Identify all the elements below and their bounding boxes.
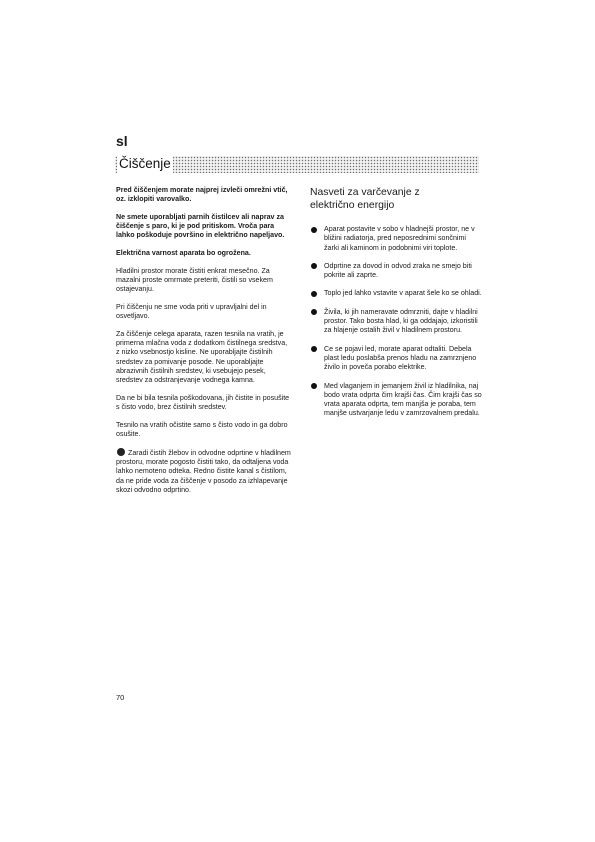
paragraph-unplug-warning: Pred čiščenjem morate najprej izvleči omrežni vtič, oz. izklopiti varovalko. xyxy=(116,186,288,204)
section-title: Čiščenje xyxy=(119,156,171,171)
list-item xyxy=(310,308,482,336)
list-item xyxy=(310,382,482,419)
language-code: sl xyxy=(116,133,128,149)
bullet-icon xyxy=(311,227,317,233)
energy-tips-heading xyxy=(310,186,482,212)
list-item xyxy=(310,262,482,281)
list-item-text: Toplo jed lahko vstavite v aparat šele ko se ohladi. xyxy=(324,289,482,298)
paragraph-seal-care: Da ne bi bila tesnila poškodovana, jih čistite in posušite s čisto vodo, brez čistilnih sredstev. xyxy=(116,393,290,412)
right-column xyxy=(310,186,482,428)
bullet-icon xyxy=(311,291,317,297)
list-item xyxy=(310,289,482,298)
list-item-text: Živila, ki jih nameravate odmrzniti, dajte v hladilni prostor. Tako bosta hlad, ki ga oddajajo, izkoristili za hlajenje ostalih živil v hladilnem prostoru. xyxy=(324,307,478,335)
list-item-text: Odprtine za dovod in odvod zraka ne smejo biti pokrite ali zaprte. xyxy=(324,261,472,280)
paragraph-door-seal: Tesnilo na vratih očistite samo s čisto vodo in ga dobro osušite. xyxy=(116,420,288,439)
bullet-icon xyxy=(311,263,317,269)
list-item-text: Med vlaganjem in jemanjem živil iz hladilnika, naj bodo vrata odprta čim krajši čas. Čim krajši čas so vrata aparata odprta, tem manjša je poraba, tem manjše ustvarjanje ledu v zamrzovalnem predalu. xyxy=(324,381,482,418)
energy-tips-list xyxy=(310,225,482,419)
list-item-text: Aparat postavite v sobo v hladnejši prostor, ne v bližini radiatorja, pred neposrednimi sončnimi žarki ali kaminom in podobnimi viri toplote. xyxy=(324,225,475,252)
paragraph-cleaning-frequency: Hladilni prostor morate čistiti enkrat mesečno. Za mazalni proste omrmate preteriti, čistili so vsekem ostajevanju. xyxy=(116,266,273,294)
list-item-text: Ce se pojavi led, morate aparat odtaliti. Debela plast ledu poslabša prenos hladu na zamrznjeno živilo in poveča porabo elektrike. xyxy=(324,344,477,372)
paragraph-water-warning: Pri čiščenju ne sme voda priti v upravljalni del in osvetljavo. xyxy=(116,302,267,321)
page-number: 70 xyxy=(116,693,125,702)
paragraph-cleaning-agents: Za čiščenje celega aparata, razen tesnila na vratih, je primerna mlačna voda z dodatkom čistilnega sredstva, z nizko vsebnostjo kisline. Ne uporabljajte čistilnih sredstev za pomivanje posode. Ne uporabljajte abrazivnih čistilnih sredstev, ki vsebujejo pesek, sredstev za odstranjevanje vodnega kamna. xyxy=(116,329,288,385)
paragraph-electrical-safety: Električna varnost aparata bo ogrožena. xyxy=(116,249,251,258)
list-item xyxy=(310,345,482,373)
left-column xyxy=(116,186,292,503)
section-header-bar xyxy=(115,156,479,173)
cleaning-tool-icon xyxy=(117,448,125,456)
list-item xyxy=(310,225,482,253)
energy-tips-heading-line2: električno energijo xyxy=(310,200,395,211)
bullet-icon xyxy=(311,383,317,389)
bullet-icon xyxy=(311,346,317,352)
drain-cleaning-text: Zaradi čistih žlebov in odvodne odprtine v hladilnem prostoru, morate pogosto čistiti tako, da odtaljena voda lahko nemoteno odteka. Redno čistite kanal s čistilom, da ne pride voda za čiščenje v posodo za izhlapevanje skozi odvodno odprtino. xyxy=(116,448,291,494)
energy-tips-heading-line1: Nasveti za varčevanje z xyxy=(310,187,420,198)
paragraph-drain-cleaning xyxy=(116,448,292,495)
paragraph-steam-warning: Ne smete uporabljati parnih čistilcev ali naprav za čiščenje s paro, ki je pod pritiskom. Vroča para lahko poškoduje površino in električno napeljavo. xyxy=(116,212,285,240)
bullet-icon xyxy=(311,309,317,315)
